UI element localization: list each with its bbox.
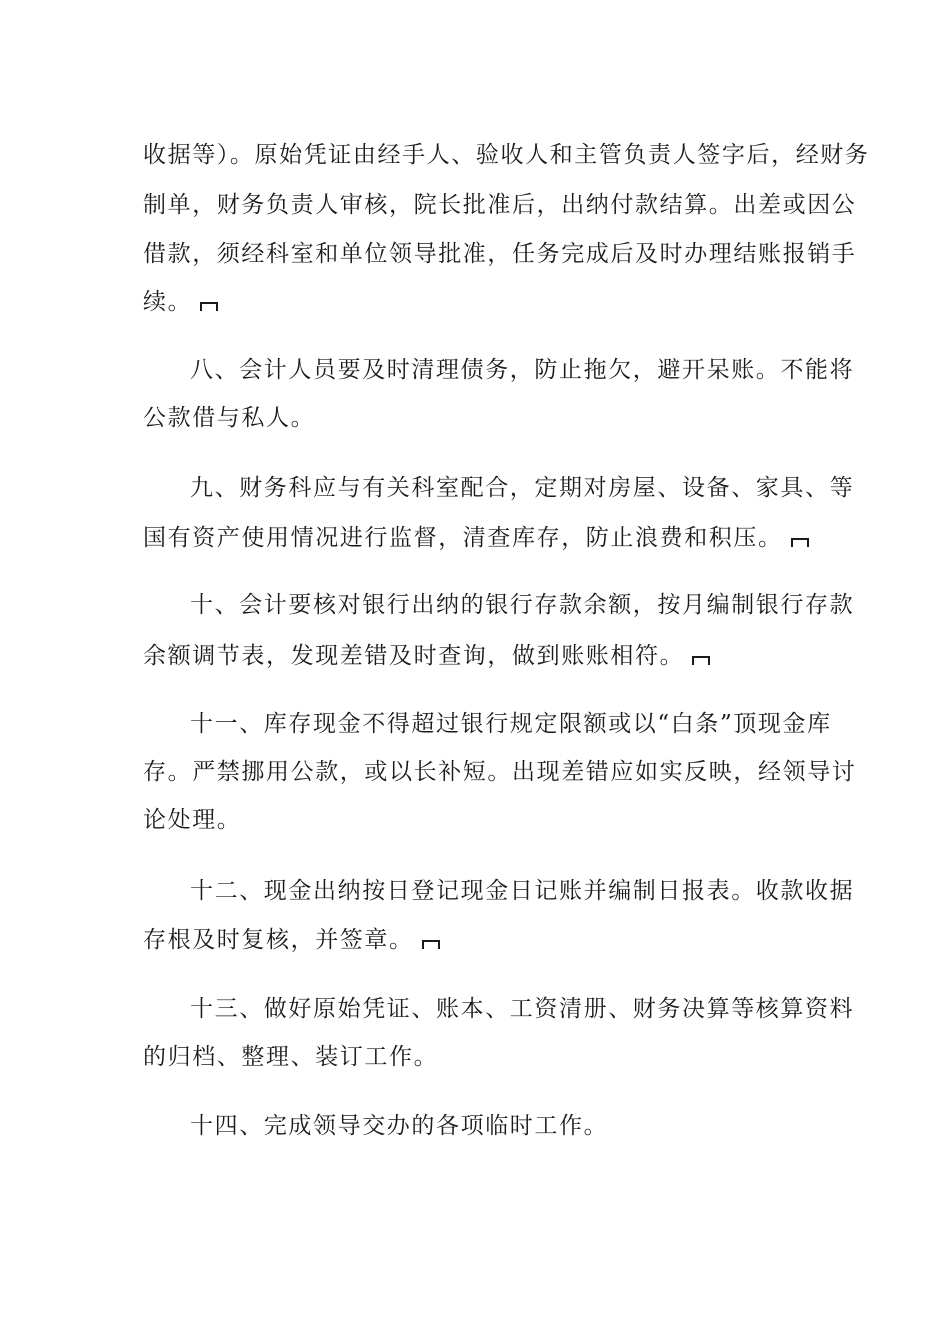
- paragraph-10-line-1: 十、会计要核对银行出纳的银行存款余额，按月编制银行存款: [190, 592, 855, 618]
- revision-mark-icon: [200, 302, 218, 311]
- paragraph-10-line-2: 余额调节表，发现差错及时查询，做到账账相符。: [143, 643, 685, 669]
- paragraph-14-line-1: 十四、完成领导交办的各项临时工作。: [190, 1113, 609, 1139]
- paragraph-7-line-1: 收据等）。原始凭证由经手人、验收人和主管负责人签字后，经财务: [143, 142, 870, 168]
- paragraph-9-line-2-wrap: [143, 518, 813, 558]
- paragraph-9-line-1: 九、财务科应与有关科室配合，定期对房屋、设备、家具、等: [190, 475, 855, 501]
- paragraph-11-line-3: 论处理。: [143, 807, 242, 833]
- paragraph-8-line-2: 公款借与私人。: [143, 405, 316, 431]
- paragraph-10-line-2-wrap: [143, 636, 813, 676]
- paragraph-11-line-2: 存。严禁挪用公款，或以长补短。出现差错应如实反映，经领导讨: [143, 759, 857, 785]
- revision-mark-icon: [791, 538, 809, 547]
- paragraph-8-line-1: 八、会计人员要及时清理债务，防止拖欠，避开呆账。不能将: [190, 357, 855, 383]
- paragraph-12-line-2: 存根及时复核，并签章。: [143, 927, 414, 953]
- paragraph-7-line-4-wrap: [143, 282, 813, 322]
- paragraph-12-line-2-wrap: [143, 920, 813, 960]
- revision-mark-icon: [422, 940, 440, 949]
- paragraph-9-line-2: 国有资产使用情况进行监督，清查库存，防止浪费和积压。: [143, 525, 783, 551]
- paragraph-7-line-3: 借款，须经科室和单位领导批准，任务完成后及时办理结账报销手: [143, 241, 857, 267]
- paragraph-11-line-1: 十一、库存现金不得超过银行规定限额或以“白条”顶现金库: [190, 711, 832, 737]
- paragraph-13-line-1: 十三、做好原始凭证、账本、工资清册、财务决算等核算资料: [190, 996, 855, 1022]
- paragraph-7-line-2: 制单，财务负责人审核，院长批准后，出纳付款结算。出差或因公: [143, 192, 857, 218]
- paragraph-7-line-4: 续。: [143, 289, 193, 315]
- paragraph-13-line-2: 的归档、整理、装订工作。: [143, 1044, 439, 1070]
- revision-mark-icon: [692, 656, 710, 665]
- paragraph-12-line-1: 十二、现金出纳按日登记现金日记账并编制日报表。收款收据: [190, 878, 855, 904]
